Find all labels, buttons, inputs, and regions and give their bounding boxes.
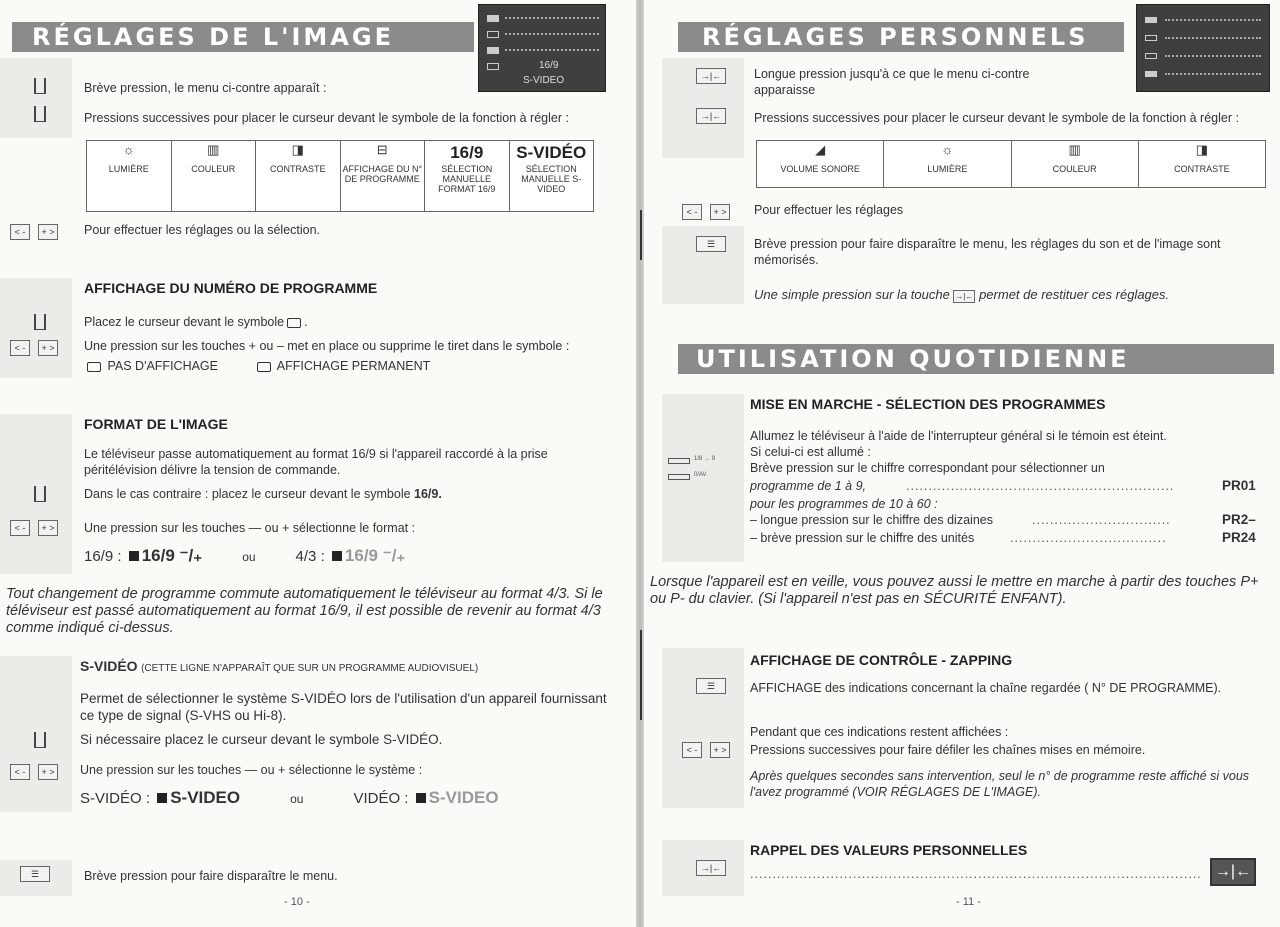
minus-key-icon: < - xyxy=(10,764,30,780)
value-pr2: PR2– xyxy=(1222,512,1256,527)
s1-l6: – longue pression sur le chiffre des dizaines xyxy=(750,513,993,527)
close-menu-text: Brève pression pour faire disparaître le menu. xyxy=(84,869,338,883)
intro-line-2: Pressions successives pour placer le curseur devant le symbole de la fonction à régler : xyxy=(84,111,569,125)
s2-line-3: Une pression sur les touches — ou + sélectionne le format : xyxy=(84,521,416,535)
s3-line-2: Si nécessaire placez le curseur devant le symbole S-VIDÉO. xyxy=(80,732,443,747)
s2-l1: AFFICHAGE des indications concernant la chaîne regardée ( N° DE PROGRAMME). xyxy=(750,681,1222,695)
minus-key-icon: < - xyxy=(10,340,30,356)
personal-key-icon: →|← xyxy=(696,68,726,84)
minus-key-icon: < - xyxy=(10,520,30,536)
personal-key-icon: →|← xyxy=(696,108,726,124)
menu-close-key-icon: ☰ xyxy=(20,866,50,882)
plus-key-icon: + > xyxy=(38,520,58,536)
section-title-format: FORMAT DE L'IMAGE xyxy=(84,416,228,432)
dot-leader: ..................................................................................................... xyxy=(750,867,1202,881)
page-number-11: - 11 - xyxy=(956,896,981,908)
section-title-zapping: AFFICHAGE DE CONTRÔLE - ZAPPING xyxy=(750,652,1013,668)
s1-l1: Allumez le téléviseur à l'aide de l'interrupteur général si le témoin est éteint. xyxy=(750,429,1167,443)
program-symbol-icon xyxy=(287,318,301,328)
s3-system-choice: S-VIDÉO : S-VIDEO ou VIDÉO : S-VIDEO xyxy=(80,788,499,807)
minus-key-icon: < - xyxy=(682,742,702,758)
s1-l2: Si celui-ci est allumé : xyxy=(750,445,871,459)
value-pr01: PR01 xyxy=(1222,478,1256,493)
function-couleur: ▥ COULEUR xyxy=(1012,141,1139,187)
personal-values-key: →|← xyxy=(1210,858,1256,886)
banner-utilisation: UTILISATION QUOTIDIENNE xyxy=(678,344,1274,374)
function-lumiere: ☼ LUMIÈRE xyxy=(87,141,172,211)
dot-leader: ................................... xyxy=(1010,531,1167,545)
dot-leader: ............................................................ xyxy=(906,479,1175,493)
menu-key-icon xyxy=(34,78,46,94)
personal-key-icon: →|← xyxy=(696,860,726,876)
function-couleur: ▥ COULEUR xyxy=(172,141,257,211)
s1-line-1: Placez le curseur devant le symbole . xyxy=(84,315,308,329)
p-close-text: Brève pression pour faire disparaître le menu, les réglages du son et de l'image sont mémorisés. xyxy=(754,237,1221,267)
adjust-text: Pour effectuer les réglages ou la sélection. xyxy=(84,223,321,237)
menu-key-icon: ☰ xyxy=(696,678,726,694)
function-table-personnel xyxy=(756,140,1266,188)
osd-svideo: S-VIDEO xyxy=(523,75,565,86)
function-volume: ◢ VOLUME SONORE xyxy=(757,141,884,187)
digit-keys-icon: 1/8 → 9 0/AV xyxy=(668,456,738,486)
dot-leader: ............................... xyxy=(1032,513,1171,527)
s1-l5: pour les programmes de 10 à 60 : xyxy=(750,497,938,511)
s2-l4: Après quelques secondes sans intervention, seul le n° de programme reste affiché si vous l'avez programmé (VOIR RÉGLAGES DE L'IMAGE). xyxy=(750,769,1250,799)
personal-key-icon: →|← xyxy=(955,292,974,301)
italic-note-veille: Lorsque l'appareil est en veille, vous pouvez aussi le mettre en marche à partir des touches P+ ou P- du clavier. (Si l'appareil n'est pas en SÉCURITÉ ENFANT). xyxy=(650,574,1259,607)
plus-key-icon: + > xyxy=(38,764,58,780)
s1-l4: programme de 1 à 9, xyxy=(750,479,867,493)
s3-line-3: Une pression sur les touches — ou + sélectionne le système : xyxy=(80,763,423,777)
page-number-10: - 10 - xyxy=(284,896,310,908)
menu-key-icon xyxy=(34,486,46,502)
plus-key-icon: + > xyxy=(38,340,58,356)
osd-menu-image xyxy=(478,4,606,92)
banner-reglages-personnels: RÉGLAGES PERSONNELS xyxy=(678,22,1124,52)
function-svideo: S-VIDÉO SÉLECTION MANUELLE S-VIDEO xyxy=(516,143,587,194)
s3-line-1: Permet de sélectionner le système S-VIDÉO lors de l'utilisation d'un appareil fournissant ce type de signal (S-VHS ou Hi-8). xyxy=(80,691,607,723)
s1-line-2: Une pression sur les touches + ou – met en place ou supprime le tiret dans le symbole : xyxy=(84,339,570,353)
p-restore-text: Une simple pression sur la touche →|← permet de restituer ces réglages. xyxy=(754,287,1170,302)
section-title-affichage: AFFICHAGE DU NUMÉRO DE PROGRAMME xyxy=(84,280,378,296)
staple xyxy=(640,630,643,720)
osd-menu-personnel xyxy=(1136,4,1270,92)
s1-l7: – brève pression sur le chiffre des unités xyxy=(750,531,975,545)
s1-options: PAS D'AFFICHAGE AFFICHAGE PERMANENT xyxy=(84,358,430,374)
function-16-9: 16/9 SÉLECTION MANUELLE FORMAT 16/9 xyxy=(425,141,510,211)
staple xyxy=(640,210,643,260)
plus-key-icon: + > xyxy=(710,204,730,220)
menu-key-icon xyxy=(34,106,46,122)
permanent-display-icon xyxy=(257,362,271,372)
function-affichage: ⊟ AFFICHAGE DU N° DE PROGRAMME xyxy=(341,141,426,211)
book-spine xyxy=(636,0,644,927)
no-display-icon xyxy=(87,362,101,372)
menu-key-icon xyxy=(34,732,46,748)
menu-close-key-icon: ☰ xyxy=(696,236,726,252)
section-title-rappel: RAPPEL DES VALEURS PERSONNELLES xyxy=(750,842,1028,858)
s1-l3: Brève pression sur le chiffre correspondant pour sélectionner un xyxy=(750,461,1105,475)
intro-line-1: Brève pression, le menu ci-contre apparaît : xyxy=(84,81,327,95)
minus-key-icon: < - xyxy=(682,204,702,220)
s2-line-2: Dans le cas contraire : placez le curseur devant le symbole 16/9. xyxy=(84,487,442,501)
function-table-image xyxy=(86,140,594,212)
page-11 xyxy=(644,0,1280,927)
value-pr24: PR24 xyxy=(1222,530,1256,545)
s2-l2: Pendant que ces indications restent affichées : xyxy=(750,725,1009,739)
function-lumiere: ☼ LUMIÈRE xyxy=(884,141,1011,187)
function-contraste: ◨ CONTRASTE xyxy=(256,141,341,211)
italic-note-format: Tout changement de programme commute automatiquement le téléviseur au format 4/3. Si le téléviseur est passé automatiquement au format 16/9, il est possible de revenir au format 4/3 comme indiqué ci-dessus. xyxy=(6,586,603,636)
function-contraste: ◨ CONTRASTE xyxy=(1174,142,1230,174)
p-adjust-text: Pour effectuer les réglages xyxy=(754,203,904,217)
s2-format-choice: 16/9 : 16/9 ⁻/₊ ou 4/3 : 16/9 ⁻/₊ xyxy=(84,546,406,565)
menu-key-icon xyxy=(34,314,46,330)
section-title-mise-en-marche: MISE EN MARCHE - SÉLECTION DES PROGRAMMES xyxy=(750,396,1106,412)
s2-l3: Pressions successives pour faire défiler les chaînes mises en mémoire. xyxy=(750,743,1146,757)
plus-key-icon: + > xyxy=(710,742,730,758)
s2-line-1: Le téléviseur passe automatiquement au format 16/9 si l'appareil raccordé à la prise péritélévision délivre la tension de commande. xyxy=(84,447,548,477)
s3-title: S-VIDÉO (CETTE LIGNE N'APPARAÎT QUE SUR UN PROGRAMME AUDIOVISUEL) xyxy=(80,658,479,674)
plus-key-icon: + > xyxy=(38,224,58,240)
page-10 xyxy=(0,0,636,927)
p-intro-2: Pressions successives pour placer le curseur devant le symbole de la fonction à régler : xyxy=(754,111,1239,125)
osd-16-9: 16/9 xyxy=(539,60,559,71)
banner-reglages-image: RÉGLAGES DE L'IMAGE xyxy=(12,22,474,52)
p-intro-1: Longue pression jusqu'à ce que le menu ci-contre apparaisse xyxy=(754,67,1030,97)
minus-key-icon: < - xyxy=(10,224,30,240)
